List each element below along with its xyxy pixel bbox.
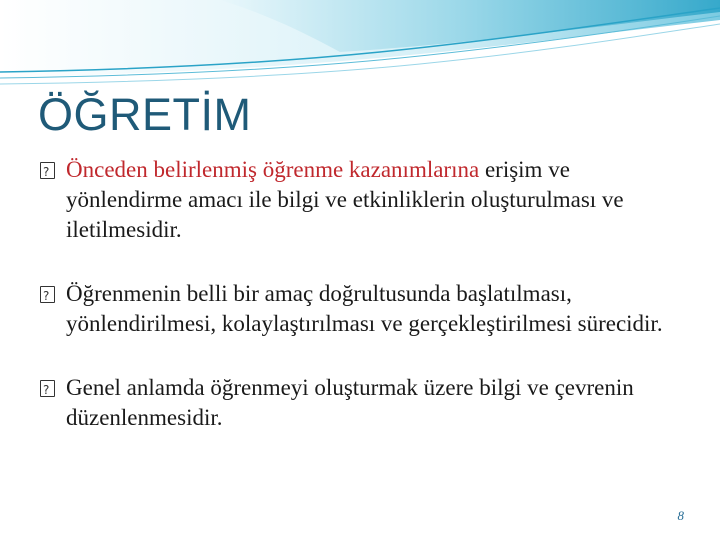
bullet-marker-icon (40, 286, 55, 303)
bullet-item (40, 155, 690, 245)
bullet-list (40, 155, 690, 467)
page-number: 8 (677, 508, 684, 523)
slide-title: ÖĞRETİM (38, 89, 252, 140)
header-wave-decoration (0, 0, 720, 95)
bullet-item (40, 373, 690, 433)
bullet-marker-icon (40, 380, 55, 397)
bullet-highlight-text: Önceden belirlenmiş öğrenme kazanımlarına (66, 157, 480, 182)
bullet-text: erişim ve yönlendirme amacı ile bilgi ve etkinliklerin oluşturulması ve iletilmesidir. (66, 157, 624, 242)
bullet-text: Genel anlamda öğrenmeyi oluşturmak üzere bilgi ve çevrenin düzenlenmesidir. (66, 375, 634, 430)
bullet-item (40, 279, 690, 339)
bullet-marker-icon (40, 162, 55, 179)
bullet-text: Öğrenmenin belli bir amaç doğrultusunda başlatılması, yönlendirilmesi, kolaylaştırılması ve gerçekleştirilmesi sürecidir. (66, 281, 663, 336)
